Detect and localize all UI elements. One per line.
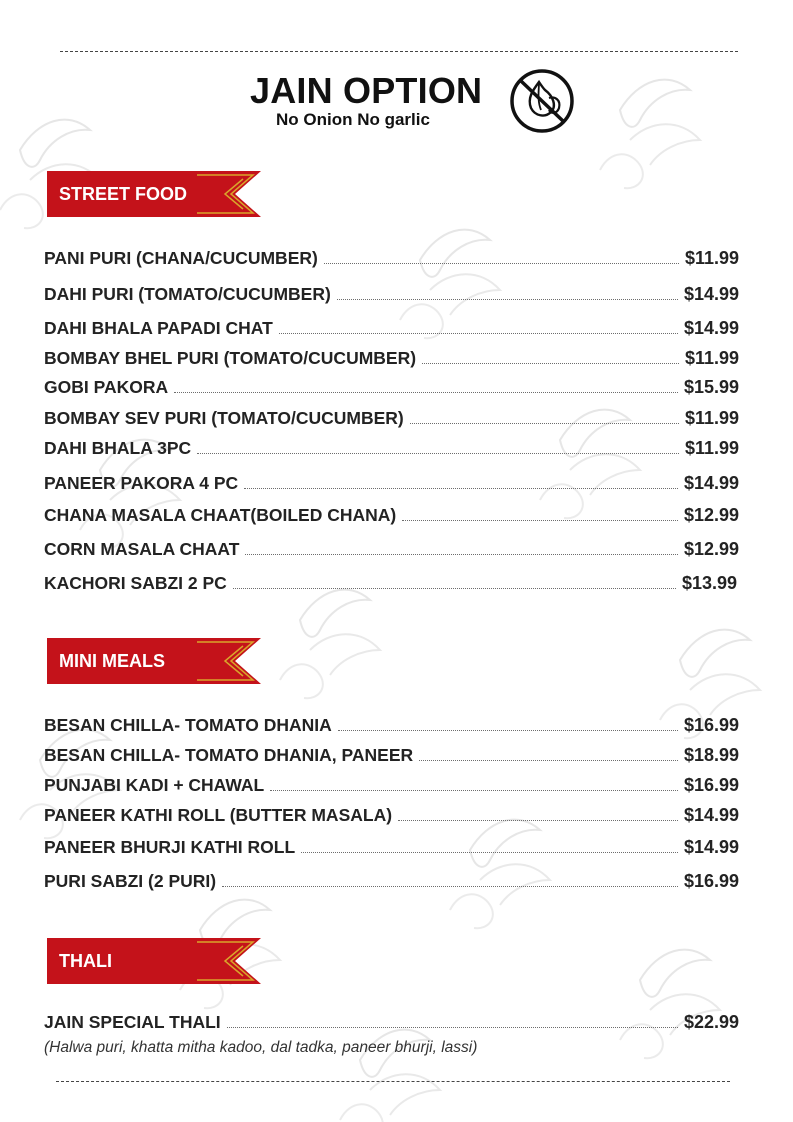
item-name: GOBI PAKORA <box>44 377 169 397</box>
item-name: PANEER KATHI ROLL (BUTTER MASALA) <box>44 805 393 825</box>
item-name: JAIN SPECIAL THALI <box>44 1012 221 1032</box>
page-subtitle: No Onion No garlic <box>276 110 430 129</box>
menu-item <box>44 435 739 459</box>
item-name: BOMBAY SEV PURI (TOMATO/CUCUMBER) <box>44 408 404 428</box>
section-label: MINI MEALS <box>59 651 165 671</box>
item-price: $14.99 <box>683 837 739 857</box>
dot-leader <box>245 554 678 555</box>
menu-item <box>44 834 739 858</box>
item-price: $12.99 <box>683 539 739 559</box>
item-name: KACHORI SABZI 2 PC <box>44 573 227 593</box>
item-price: $12.99 <box>683 505 739 525</box>
menu-item <box>44 742 739 766</box>
page-title: JAIN OPTION <box>250 70 483 111</box>
dot-leader <box>337 299 678 300</box>
thali-description: (Halwa puri, khatta mitha kadoo, dal tadka, paneer bhurji, lassi) <box>44 1039 478 1056</box>
item-price: $14.99 <box>683 318 739 338</box>
menu-item <box>44 802 739 826</box>
dot-leader <box>174 392 678 393</box>
menu-item <box>44 315 739 339</box>
dot-leader <box>422 363 679 364</box>
menu-item <box>44 772 739 796</box>
dot-leader <box>197 453 679 454</box>
item-name: PANI PURI (CHANA/CUCUMBER) <box>44 248 318 268</box>
item-name: DAHI BHALA PAPADI CHAT <box>44 318 273 338</box>
item-price: $22.99 <box>683 1012 739 1032</box>
item-name: PUNJABI KADI + CHAWAL <box>44 775 265 795</box>
menu-item <box>44 374 739 398</box>
menu-item <box>44 405 739 429</box>
dot-leader <box>270 790 678 791</box>
section-label: THALI <box>59 951 112 971</box>
item-name: BESAN CHILLA- TOMATO DHANIA <box>44 715 332 735</box>
menu-item <box>44 868 739 892</box>
dot-leader <box>419 760 678 761</box>
item-name: CHANA MASALA CHAAT(BOILED CHANA) <box>44 505 397 525</box>
menu-item <box>44 536 739 560</box>
item-name: DAHI PURI (TOMATO/CUCUMBER) <box>44 284 331 304</box>
dot-leader <box>279 333 678 334</box>
item-name: BESAN CHILLA- TOMATO DHANIA, PANEER <box>44 745 414 765</box>
menu-item <box>44 245 739 269</box>
item-price: $11.99 <box>684 348 739 368</box>
section-label: STREET FOOD <box>59 184 188 204</box>
menu-item <box>44 1009 739 1033</box>
menu-item <box>44 502 739 526</box>
item-name: DAHI BHALA 3PC <box>44 438 192 458</box>
item-price: $11.99 <box>684 408 739 428</box>
item-price: $14.99 <box>683 473 739 493</box>
menu-item <box>44 712 739 736</box>
dot-leader <box>338 730 678 731</box>
item-price: $16.99 <box>683 871 739 891</box>
dot-leader <box>402 520 678 521</box>
section-banner-thali <box>47 938 261 984</box>
menu-item <box>44 345 739 369</box>
menu-item <box>44 470 739 494</box>
item-price: $11.99 <box>684 248 739 268</box>
item-name: BOMBAY BHEL PURI (TOMATO/CUCUMBER) <box>44 348 417 368</box>
item-price: $14.99 <box>683 284 739 304</box>
dot-leader <box>410 423 679 424</box>
item-price: $18.99 <box>683 745 739 765</box>
section-banner-mini-meals <box>47 638 261 684</box>
item-price: $16.99 <box>683 715 739 735</box>
item-price: $11.99 <box>684 438 739 458</box>
bottom-dashed-divider <box>56 1081 730 1082</box>
dot-leader <box>222 886 678 887</box>
dot-leader <box>301 852 678 853</box>
top-dashed-divider <box>60 51 738 52</box>
item-price: $14.99 <box>683 805 739 825</box>
dot-leader <box>324 263 679 264</box>
item-name: PURI SABZI (2 PURI) <box>44 871 217 891</box>
no-onion-garlic-icon <box>509 68 575 134</box>
dot-leader <box>233 588 676 589</box>
item-price: $16.99 <box>683 775 739 795</box>
dot-leader <box>227 1027 678 1028</box>
item-price: $15.99 <box>683 377 739 397</box>
item-price: $13.99 <box>681 573 737 593</box>
dot-leader <box>244 488 678 489</box>
menu-item <box>44 570 737 594</box>
dot-leader <box>398 820 678 821</box>
item-name: PANEER PAKORA 4 PC <box>44 473 239 493</box>
section-banner-street-food <box>47 171 261 217</box>
item-name: CORN MASALA CHAAT <box>44 539 240 559</box>
menu-item <box>44 281 739 305</box>
item-name: PANEER BHURJI KATHI ROLL <box>44 837 296 857</box>
